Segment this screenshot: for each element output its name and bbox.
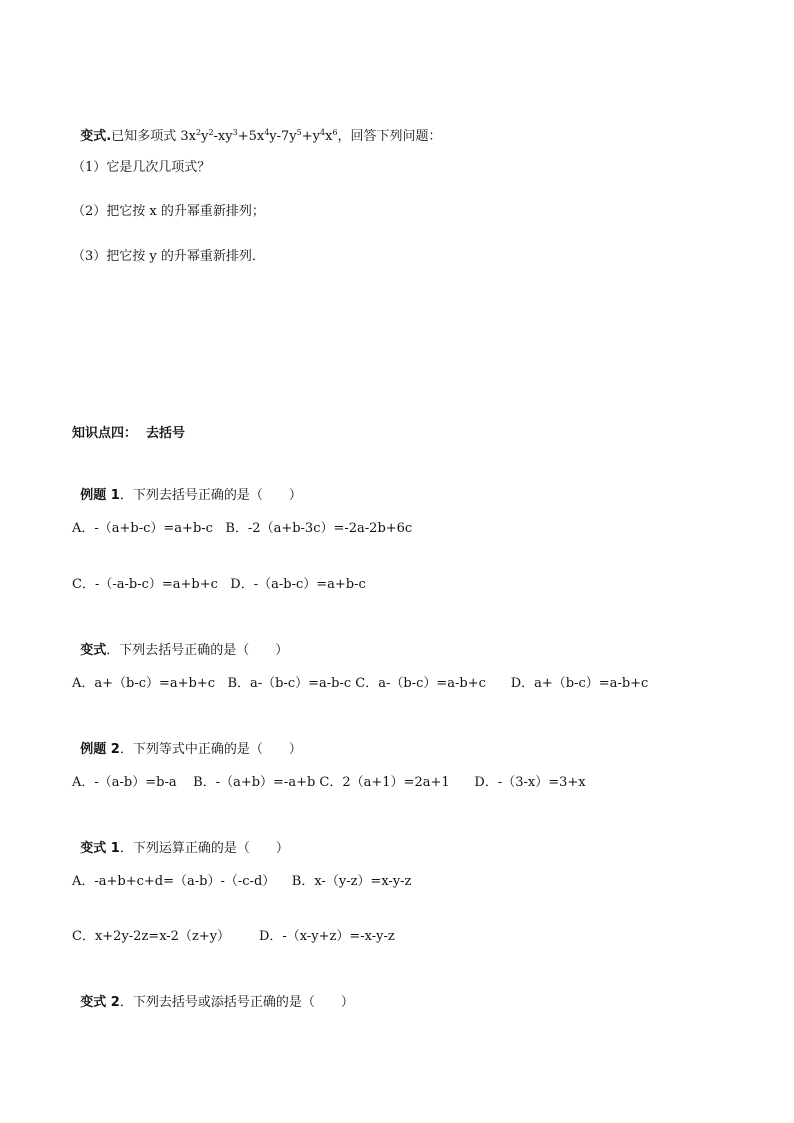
exponent: 2: [208, 128, 214, 137]
intro-label: 变式: [80, 129, 107, 144]
variant-2-text: ．下列去括号或添括号正确的是（ ）: [119, 995, 354, 1010]
term: y: [201, 129, 209, 144]
exponent: 4: [264, 128, 270, 137]
intro-text-before: 已知多项式: [111, 129, 181, 144]
term: x: [325, 129, 333, 144]
question-2: （2）把它按 x 的升幂重新排列；: [72, 204, 265, 219]
variant-options: A．a+（b-c）=a+b+c B．a-（b-c）=a-b-c C．a-（b-c）=a-b+c D．a+（b-c）=a-b+c: [72, 676, 649, 691]
term: +5x: [237, 129, 265, 144]
variant-label: 变式: [80, 643, 107, 658]
variant-2-stem: [72, 976, 354, 1012]
variant-stem: [72, 624, 288, 660]
example-2-text: ．下列等式中正确的是（ ）: [119, 742, 302, 757]
exponent: 3: [232, 128, 238, 137]
variant-1-stem: [72, 822, 289, 858]
term: +y: [301, 129, 320, 144]
variant-text: ．下列去括号正确的是（ ）: [106, 643, 289, 658]
exponent: 5: [296, 128, 302, 137]
exponent: 4: [320, 128, 326, 137]
example-1-stem: [72, 469, 302, 505]
polynomial-expression: [180, 129, 337, 144]
variant-1-options-ab: A．-a+b+c+d=（a-b）-（-c-d） B．x-（y-z）=x-y-z: [72, 874, 412, 889]
example-1-options-ab: A．-（a+b-c）=a+b-c B．-2（a+b-3c）=-2a-2b+6c: [72, 521, 413, 536]
variant-1-text: ．下列运算正确的是（ ）: [119, 841, 289, 856]
example-2-label: 例题 2: [80, 742, 120, 757]
intro-dot: .: [106, 129, 112, 144]
term: 3x: [180, 129, 196, 144]
example-1-label: 例题 1: [80, 488, 120, 503]
intro-stem: [72, 110, 442, 146]
example-1-options-cd: C．-（-a-b-c）=a+b+c D．-（a-b-c）=a+b-c: [72, 577, 366, 592]
exponent: 6: [332, 128, 338, 137]
intro-text-after: ，回答下列问题：: [337, 129, 442, 144]
example-2-options: A．-（a-b）=b-a B．-（a+b）=-a+b C．2（a+1）=2a+1 D．-（3-x）=3+x: [72, 775, 586, 790]
example-2-stem: [72, 723, 302, 759]
section-title: 知识点四： 去括号: [72, 426, 186, 441]
variant-1-label: 变式 1: [80, 841, 120, 856]
term: -xy: [213, 129, 233, 144]
example-1-text: ．下列去括号正确的是（ ）: [119, 488, 302, 503]
variant-2-label: 变式 2: [80, 995, 120, 1010]
question-1: （1）它是几次几项式？: [72, 160, 211, 175]
exponent: 2: [195, 128, 202, 137]
term: y-7y: [269, 129, 297, 144]
question-3: （3）把它按 y 的升幂重新排列．: [72, 249, 265, 264]
variant-1-options-cd: C．x+2y-2z=x-2（z+y） D．-（x-y+z）=-x-y-z: [72, 929, 395, 944]
